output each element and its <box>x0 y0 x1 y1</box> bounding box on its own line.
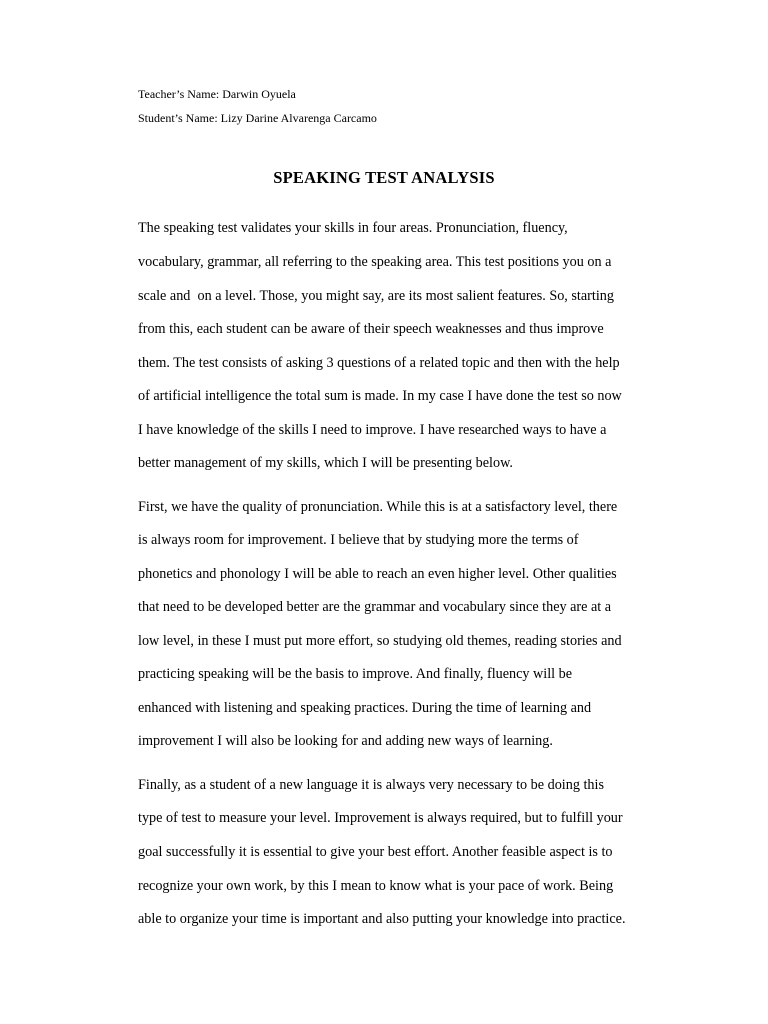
paragraph-line: able to organize your time is important and also putting your knowledge into practice. <box>138 911 626 927</box>
paragraph-line: that need to be developed better are the grammar and vocabulary since they are at a <box>138 599 612 615</box>
paragraph-line: better management of my skills, which I will be presenting below. <box>138 455 513 471</box>
paragraph-line: The speaking test validates your skills in four areas. Pronunciation, fluency, <box>138 220 568 236</box>
paragraph-line: them. The test consists of asking 3 questions of a related topic and then with the help <box>138 355 620 371</box>
paragraph-line: vocabulary, grammar, all referring to the speaking area. This test positions you on a <box>138 254 612 270</box>
paragraph-line: from this, each student can be aware of their speech weaknesses and thus improve <box>138 321 604 337</box>
paragraph-line: type of test to measure your level. Improvement is always required, but to fulfill your <box>138 810 623 826</box>
paragraph-line: improvement I will also be looking for and adding new ways of learning. <box>138 733 553 749</box>
paragraph-line: of artificial intelligence the total sum is made. In my case I have done the test so now <box>138 388 622 404</box>
paragraph-line: practicing speaking will be the basis to improve. And finally, fluency will be <box>138 666 573 682</box>
paragraph-line: recognize your own work, by this I mean to know what is your pace of work. Being <box>138 878 614 894</box>
paragraph-line: goal successfully it is essential to give your best effort. Another feasible aspect is to <box>138 844 613 860</box>
paragraph-line: First, we have the quality of pronunciation. While this is at a satisfactory level, there <box>138 499 618 515</box>
paragraph-line: phonetics and phonology I will be able to reach an even higher level. Other qualities <box>138 566 617 582</box>
document-title: SPEAKING TEST ANALYSIS <box>273 168 495 187</box>
paragraph-line: I have knowledge of the skills I need to improve. I have researched ways to have a <box>138 422 607 438</box>
teacher-name: Teacher’s Name: Darwin Oyuela <box>138 87 296 101</box>
paragraph-line: scale and on a level. Those, you might say, are its most salient features. So, starting <box>138 288 614 304</box>
paragraph-line: low level, in these I must put more effort, so studying old themes, reading stories and <box>138 633 622 649</box>
student-name: Student’s Name: Lizy Darine Alvarenga Carcamo <box>138 111 377 125</box>
paragraph-line: is always room for improvement. I believe that by studying more the terms of <box>138 532 579 548</box>
paragraph-line: Finally, as a student of a new language it is always very necessary to be doing this <box>138 777 604 793</box>
paragraph-line: enhanced with listening and speaking practices. During the time of learning and <box>138 700 592 716</box>
